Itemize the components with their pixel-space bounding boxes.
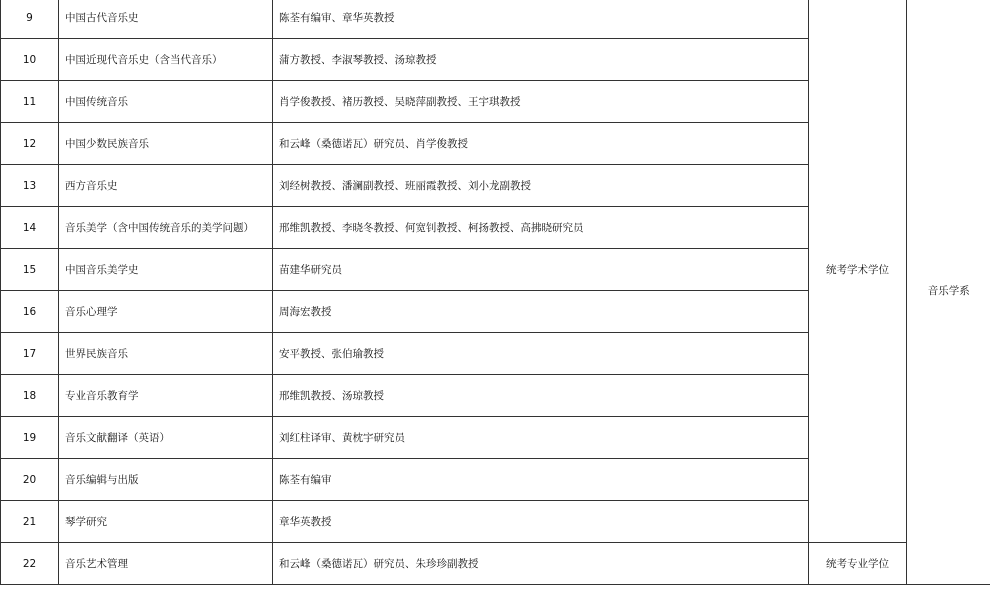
- row-number: 22: [1, 543, 59, 585]
- row-number: 15: [1, 249, 59, 291]
- row-number: 19: [1, 417, 59, 459]
- degree-type-professional: 统考专业学位: [809, 543, 907, 585]
- research-direction: 音乐艺术管理: [59, 543, 273, 585]
- row-number: 13: [1, 165, 59, 207]
- degree-type-academic: 统考学术学位: [809, 0, 907, 543]
- research-direction: 专业音乐教育学: [59, 375, 273, 417]
- research-direction: 中国近现代音乐史（含当代音乐）: [59, 39, 273, 81]
- research-direction: 音乐心理学: [59, 291, 273, 333]
- research-direction: 世界民族音乐: [59, 333, 273, 375]
- tutors: 和云峰（桑德诺瓦）研究员、朱珍珍副教授: [273, 543, 809, 585]
- research-direction: 西方音乐史: [59, 165, 273, 207]
- tutors: 肖学俊教授、褚历教授、吴晓萍副教授、王宇琪教授: [273, 81, 809, 123]
- table-row: [1, 0, 990, 39]
- row-number: 9: [1, 0, 59, 39]
- table-row: [1, 543, 990, 585]
- research-direction: 琴学研究: [59, 501, 273, 543]
- research-direction: 音乐编辑与出版: [59, 459, 273, 501]
- research-direction: 音乐美学（含中国传统音乐的美学问题）: [59, 207, 273, 249]
- tutors: 刘红柱译审、黄枕宇研究员: [273, 417, 809, 459]
- tutors: 陈荃有编审、章华英教授: [273, 0, 809, 39]
- row-number: 18: [1, 375, 59, 417]
- tutors: 陈荃有编审: [273, 459, 809, 501]
- row-number: 12: [1, 123, 59, 165]
- research-direction: 中国古代音乐史: [59, 0, 273, 39]
- tutors: 苗建华研究员: [273, 249, 809, 291]
- row-number: 11: [1, 81, 59, 123]
- research-direction: 音乐文献翻译（英语）: [59, 417, 273, 459]
- tutors: 周海宏教授: [273, 291, 809, 333]
- row-number: 16: [1, 291, 59, 333]
- row-number: 17: [1, 333, 59, 375]
- row-number: 10: [1, 39, 59, 81]
- research-direction: 中国传统音乐: [59, 81, 273, 123]
- row-number: 21: [1, 501, 59, 543]
- research-direction: 中国音乐美学史: [59, 249, 273, 291]
- tutors: 章华英教授: [273, 501, 809, 543]
- tutors: 安平教授、张伯瑜教授: [273, 333, 809, 375]
- department: 音乐学系: [907, 0, 990, 585]
- tutors: 邢维凯教授、李晓冬教授、何宽钊教授、柯扬教授、高拂晓研究员: [273, 207, 809, 249]
- tutors: 蒲方教授、李淑琴教授、汤琼教授: [273, 39, 809, 81]
- tutors: 刘经树教授、潘澜副教授、班丽霞教授、刘小龙副教授: [273, 165, 809, 207]
- tutors: 和云峰（桑德诺瓦）研究员、肖学俊教授: [273, 123, 809, 165]
- research-direction: 中国少数民族音乐: [59, 123, 273, 165]
- row-number: 14: [1, 207, 59, 249]
- tutors: 邢维凯教授、汤琼教授: [273, 375, 809, 417]
- row-number: 20: [1, 459, 59, 501]
